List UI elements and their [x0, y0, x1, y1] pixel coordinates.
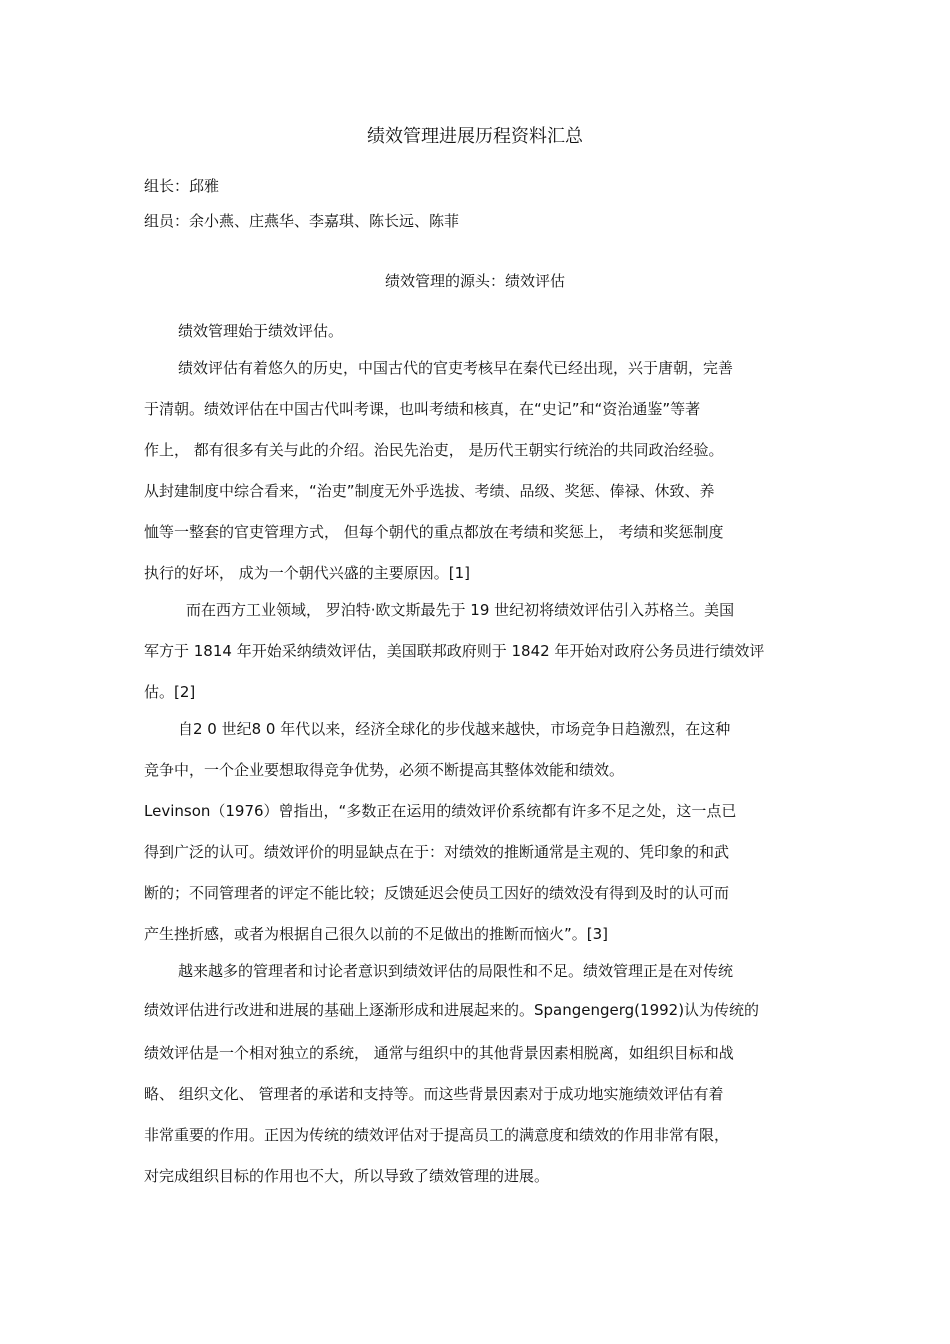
paragraph-line: 越来越多的管理者和讨论者意识到绩效评估的局限性和不足。绩效管理正是在对传统	[178, 962, 734, 980]
paragraph-line: 军方于 1814 年开始采纳绩效评估，美国联邦政府则于 1842 年开始对政府公务员进行绩效评	[144, 642, 765, 660]
paragraph-line: 绩效评估是一个相对独立的系统， 通常与组织中的其他背景因素相脱离，如组织目标和战	[144, 1044, 734, 1062]
paragraph-line: 执行的好坏， 成为一个朝代兴盛的主要原因。[1]	[144, 564, 471, 582]
paragraph-line: 绩效管理始于绩效评估。	[178, 322, 344, 340]
paragraph-line: 对完成组织目标的作用也不大，所以导致了绩效管理的进展。	[144, 1167, 550, 1185]
document-title: 绩效管理进展历程资料汇总	[367, 126, 583, 147]
paragraph-line: 于清朝。绩效评估在中国古代叫考课，也叫考绩和核真，在“史记”和“资治通鉴”等著	[144, 400, 701, 418]
group-members: 组员：余小燕、庄燕华、李嘉琪、陈长远、陈菲	[144, 212, 460, 230]
paragraph-line: 估。[2]	[144, 683, 196, 701]
paragraph-line: 作上， 都有很多有关与此的介绍。治民先治吏， 是历代王朝实行统治的共同政治经验。	[144, 441, 724, 459]
paragraph-line: 得到广泛的认可。绩效评价的明显缺点在于：对绩效的推断通常是主观的、凭印象的和武	[144, 843, 730, 861]
paragraph-line: 自2 0 世纪8 0 年代以来，经济全球化的步伐越来越快，市场竞争日趋激烈，在这种	[178, 720, 731, 738]
paragraph-line: 绩效评估有着悠久的历史，中国古代的官吏考核早在秦代已经出现，兴于唐朝，完善	[178, 359, 734, 377]
paragraph-line: 竞争中，一个企业要想取得竞争优势，必须不断提高其整体效能和绩效。	[144, 761, 625, 779]
paragraph-line: 断的；不同管理者的评定不能比较；反馈延迟会使员工因好的绩效没有得到及时的认可而	[144, 884, 730, 902]
paragraph-line: 产生挫折感，或者为根据自己很久以前的不足做出的推断而恼火”。[3]	[144, 925, 609, 943]
paragraph-line: 从封建制度中综合看来，“治吏”制度无外乎选拔、考绩、品级、奖惩、俸禄、休致、养	[144, 482, 715, 500]
paragraph-line: 略、 组织文化、 管理者的承诺和支持等。而这些背景因素对于成功地实施绩效评估有着	[144, 1085, 724, 1103]
paragraph-line: Levinson（1976）曾指出，“多数正在运用的绩效评价系统都有许多不足之处，这一点已	[144, 802, 737, 820]
paragraph-line: 绩效评估进行改进和进展的基础上逐渐形成和进展起来的。Spangengerg(1992)认为传统的	[144, 1001, 760, 1019]
section-title: 绩效管理的源头：绩效评估	[384, 272, 565, 290]
paragraph-line: 恤等一整套的官吏管理方式， 但每个朝代的重点都放在考绩和奖惩上， 考绩和奖惩制度	[144, 523, 724, 541]
paragraph-line: 非常重要的作用。正因为传统的绩效评估对于提高员工的满意度和绩效的作用非常有限，	[144, 1126, 730, 1144]
group-leader: 组长：邱雅	[144, 177, 220, 195]
paragraph-line: 而在西方工业领域， 罗泊特·欧文斯最先于 19 世纪初将绩效评估引入苏格兰。美国	[186, 601, 735, 619]
